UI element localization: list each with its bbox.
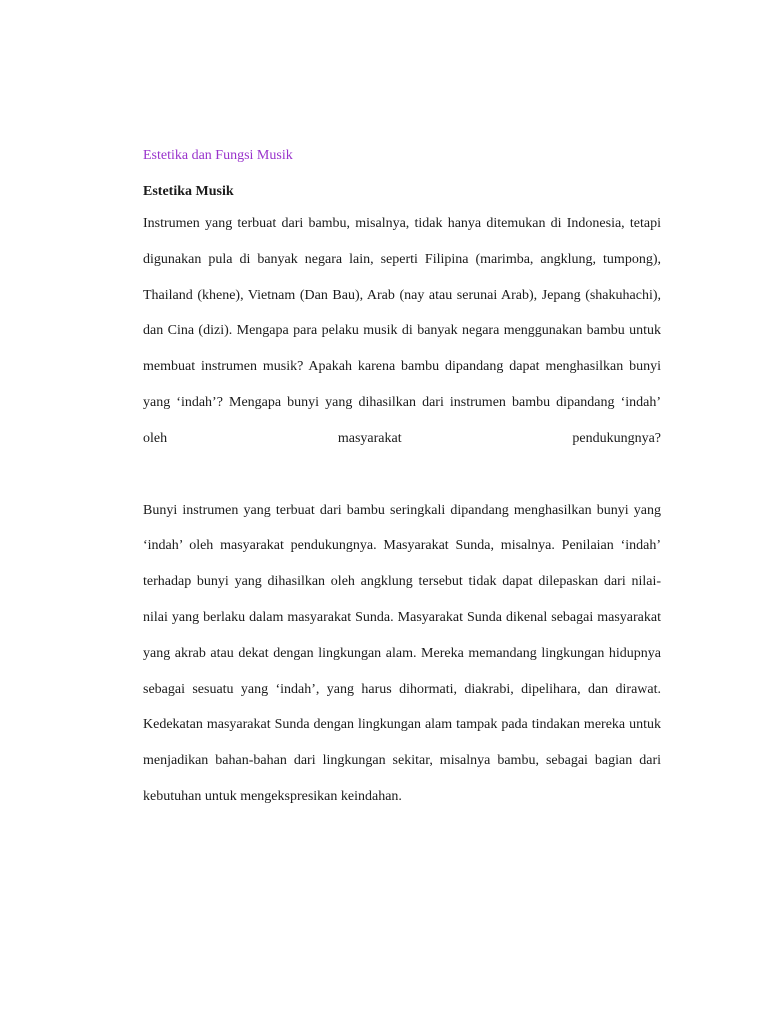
paragraph-2: Bunyi instrumen yang terbuat dari bambu seringkali dipandang menghasilkan bunyi yang ‘indah’ oleh masyarakat pendukungnya. Masyarakat Sunda, misalnya. Penilaian ‘indah’ terhadap bunyi yang dihasilkan oleh angklung tersebut tidak dapat dilepaskan dari nilai-nilai yang berlaku dalam masyarakat Sunda. Masyarakat Sunda dikenal sebagai masyarakat yang akrab atau dekat dengan lingkungan alam. Mereka memandang lingkungan hidupnya sebagai sesuatu yang ‘indah’, yang harus dihormati, diakrabi, dipelihara, dan dirawat. Kedekatan masyarakat Sunda dengan lingkungan alam tampak pada tindakan mereka untuk menjadikan bahan-bahan dari lingkungan sekitar, misalnya bambu, sebagai bagian dari kebutuhan untuk mengekspresikan keindahan. <box>143 502 661 804</box>
paragraph-1: Instrumen yang terbuat dari bambu, misalnya, tidak hanya ditemukan di Indonesia, tetapi digunakan pula di banyak negara lain, seperti Filipina (marimba, angklung, tumpong), Thailand (khene), Vietnam (Dan Bau), Arab (nay atau serunai Arab), Jepang (shakuhachi), dan Cina (dizi). Mengapa para pelaku musik di banyak negara menggunakan bambu untuk membuat instrumen musik? Apakah karena bambu dipandang dapat menghasilkan bunyi yang ‘indah’? Mengapa bunyi yang dihasilkan dari instrumen bambu dipandang ‘indah’ oleh masyarakat pendukungnya? <box>143 216 661 446</box>
document-page <box>143 144 661 815</box>
section-heading: Estetika Musik <box>143 184 234 199</box>
document-title: Estetika dan Fungsi Musik <box>143 148 293 163</box>
